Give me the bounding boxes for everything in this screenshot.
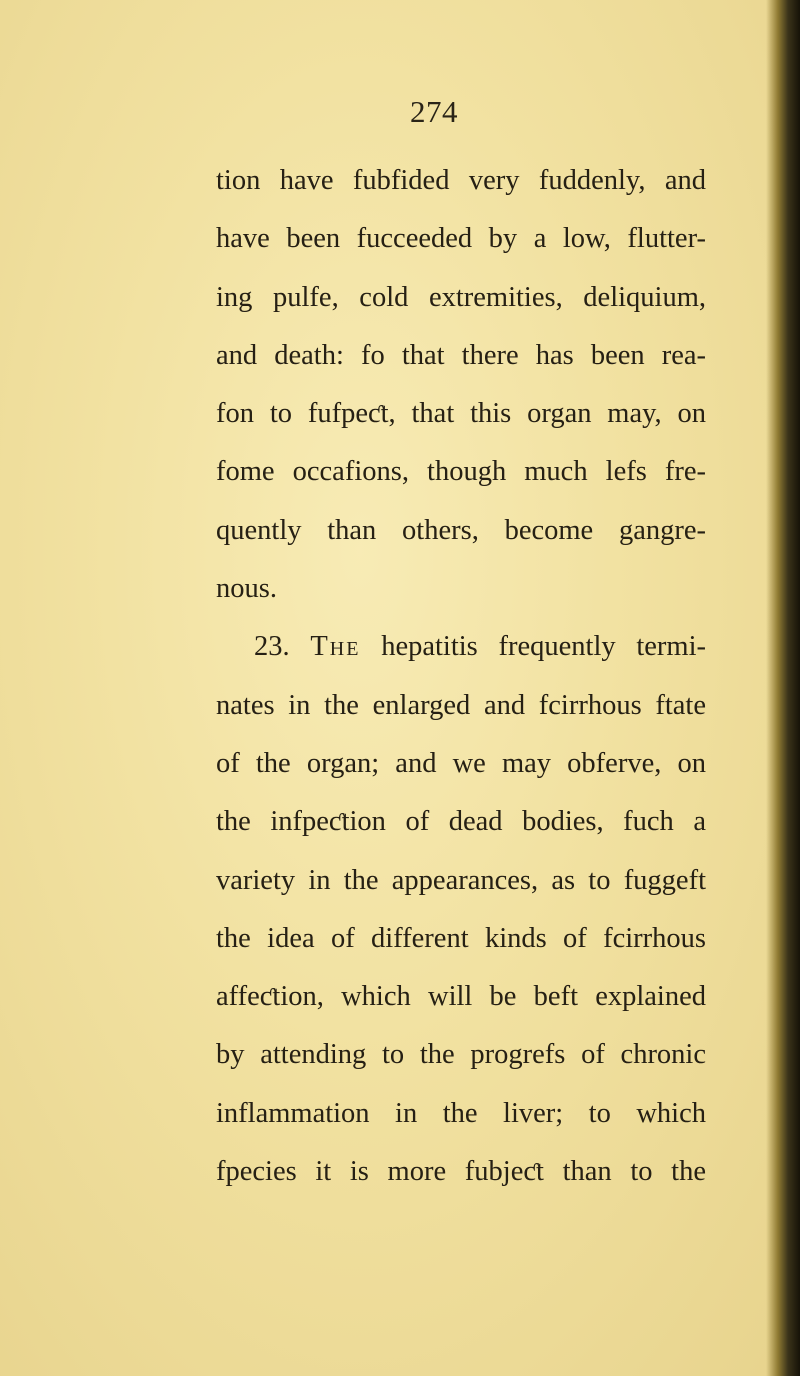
text-line-18: fpecies it is more fubjeƈt than to the [216,1156,706,1188]
text-line-8: nous. [216,573,277,605]
text-line-15: affeƈtion, which will be beft explained [216,981,706,1013]
text-line-5: fon to fufpeƈt, that this organ may, on [216,398,706,430]
section-heading-line [216,618,706,676]
text-line-16: by attending to the progrefs of chronic [216,1039,706,1071]
text-line-10: nates in the enlarged and fcirrhous ftate [216,689,706,721]
text-line-13: variety in the appearances, as to fuggeft [216,864,706,896]
section-first-line: hepatitis frequently termi- [381,631,707,663]
text-line-2: have been fucceeded by a low, flutter- [216,223,706,255]
page-edge-shadow [766,0,800,1376]
text-line-6: fome occafions, though much lefs fre- [216,456,706,488]
text-line-14: the idea of different kinds of fcirrhous [216,922,706,954]
text-line-12: the infpeƈtion of dead bodies, fuch a [216,806,706,838]
text-line-17: inflammation in the liver; to which [216,1097,706,1129]
text-line-7: quently than others, become gangre- [216,514,706,546]
section-number: 23. [254,631,290,663]
page-number: 274 [410,94,458,129]
text-line-3: ing pulfe, cold extremities, deliquium, [216,281,706,313]
body-text [216,152,706,1201]
text-line-1: tion have fubfided very fuddenly, and [216,165,706,196]
text-line-11: of the organ; and we may obferve, on [216,747,706,779]
text-line-4: and death: fo that there has been rea- [216,339,706,371]
section-lead-word: The [310,631,361,663]
